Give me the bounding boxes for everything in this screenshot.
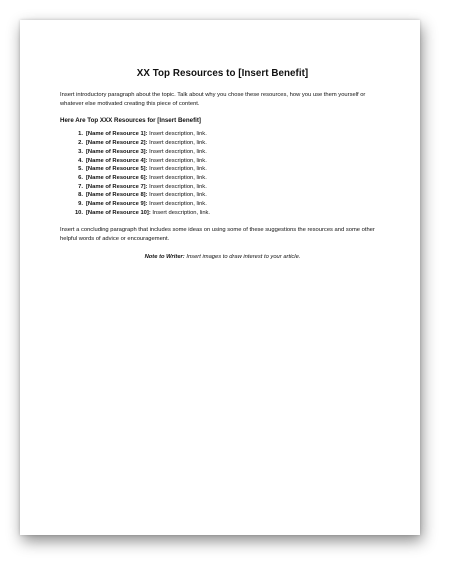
list-item-number: 7.	[78, 183, 83, 190]
list-item	[60, 200, 385, 209]
resource-description: Insert description, link.	[147, 157, 207, 164]
list-item	[60, 209, 385, 218]
conclusion-paragraph: Insert a concluding paragraph that includes some ideas on using some of these suggestions the resources and some other helpful words of advice or encouragement.	[60, 227, 375, 243]
document-title: XX Top Resources to [Insert Benefit]	[136, 68, 309, 79]
list-item-number: 3.	[78, 148, 83, 155]
list-item-number: 1.	[78, 131, 83, 138]
writer-note	[60, 253, 385, 262]
resource-name: [Name of Resource 9]:	[86, 201, 148, 208]
intro-paragraph: Insert introductory paragraph about the topic. Talk about why you chose these resources, how you use them yourself or whatever else motivated creating this piece of content.	[60, 92, 366, 107]
list-item	[60, 183, 385, 192]
resource-name: [Name of Resource 6]:	[86, 174, 148, 181]
list-item-number: 4.	[78, 157, 83, 164]
list-item-number: 8.	[78, 192, 83, 199]
list-item	[60, 139, 385, 148]
resource-name: [Name of Resource 7]:	[86, 183, 148, 190]
resource-description: Insert description, link.	[147, 166, 207, 173]
resource-name: [Name of Resource 5]:	[86, 166, 148, 173]
resource-description: Insert description, link.	[147, 183, 207, 190]
writer-note-label: Note to Writer:	[144, 253, 185, 260]
list-item-number: 10.	[74, 209, 83, 216]
resource-description: Insert description, link.	[147, 131, 207, 138]
resource-name: [Name of Resource 1]:	[86, 131, 148, 138]
list-item	[60, 130, 385, 139]
resource-description: Insert description, link.	[147, 192, 207, 199]
list-item	[60, 191, 385, 200]
resource-description: Insert description, link.	[147, 140, 207, 147]
list-item	[60, 174, 385, 183]
list-item	[60, 165, 385, 174]
document-content	[60, 68, 385, 262]
resource-description: Insert description, link.	[150, 209, 211, 216]
list-item	[60, 148, 385, 157]
writer-note-text: Insert images to draw interest to your article.	[184, 253, 301, 260]
list-item-number: 9.	[78, 201, 83, 208]
resource-name: [Name of Resource 10]:	[86, 209, 151, 216]
resource-list	[60, 130, 385, 217]
resource-name: [Name of Resource 8]:	[86, 192, 148, 199]
resource-description: Insert description, link.	[147, 174, 207, 181]
list-item-number: 5.	[78, 166, 83, 173]
resource-description: Insert description, link.	[147, 148, 207, 155]
list-item-number: 6.	[78, 174, 83, 181]
document-page	[20, 20, 420, 535]
resource-name: [Name of Resource 2]:	[86, 140, 148, 147]
list-item-number: 2.	[78, 140, 83, 147]
resource-description: Insert description, link.	[147, 201, 207, 208]
resource-name: [Name of Resource 3]:	[86, 148, 148, 155]
list-heading: Here Are Top XXX Resources for [Insert Benefit]	[60, 117, 201, 125]
resource-name: [Name of Resource 4]:	[86, 157, 148, 164]
list-item	[60, 157, 385, 166]
